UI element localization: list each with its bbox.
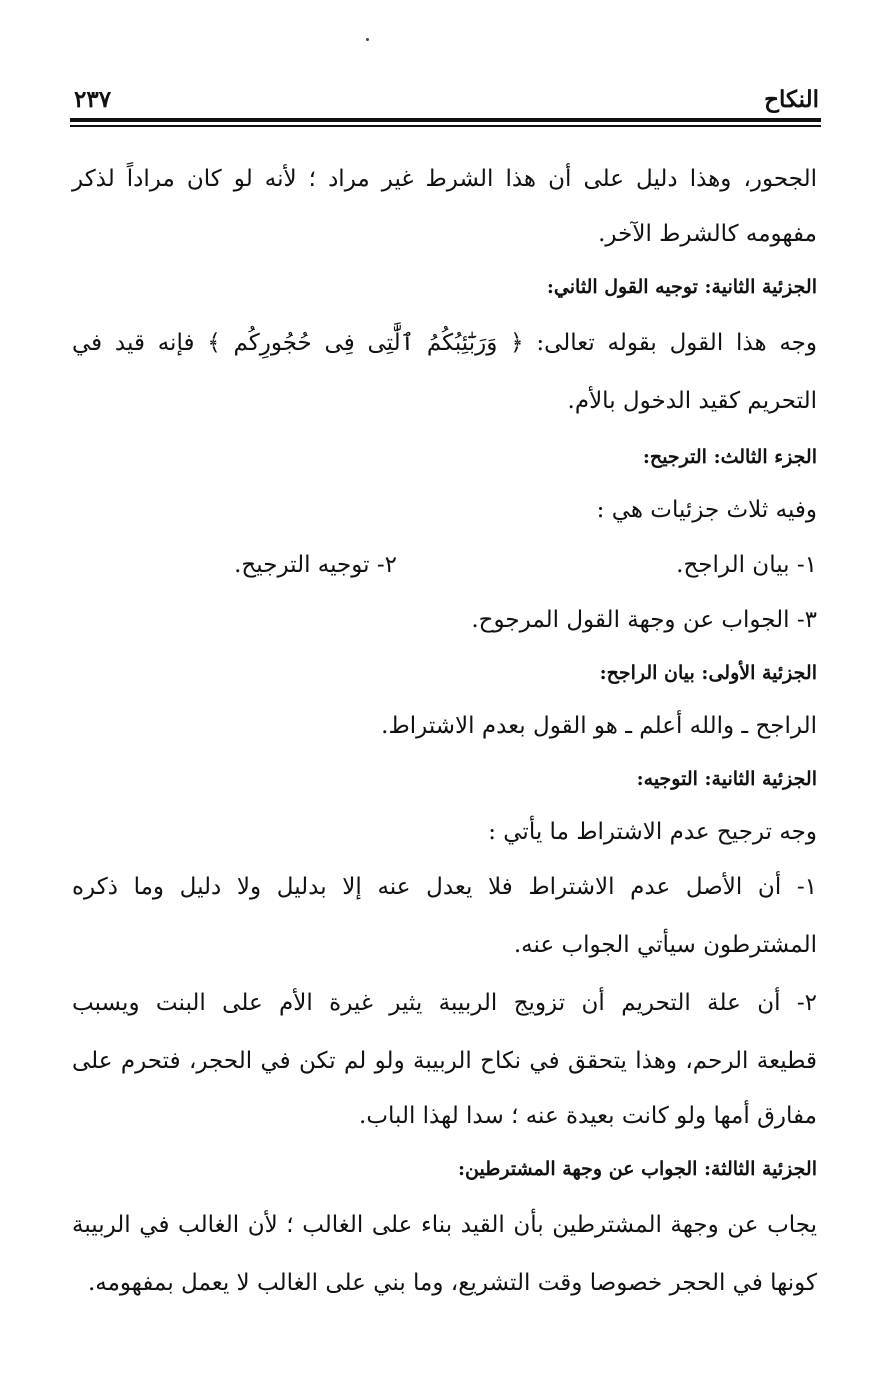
section-heading: الجزء الثالث: الترجيح: [642, 446, 817, 468]
page-number: ٢٣٧ [74, 86, 112, 113]
list-item: ٢- توجيه الترجيح. [234, 552, 397, 578]
body-text [72, 150, 817, 1312]
paragraph-line: مفارق أمها ولو كانت بعيدة عنه ؛ سدا لهذا الباب. [359, 1103, 817, 1129]
paragraph-line: ٢- أن علة التحريم أن تزويج الربيبة يثير غيرة الأم على البنت ويسبب [72, 990, 817, 1016]
list-item: ١- بيان الراجح. [676, 552, 817, 578]
header-rule-thin [70, 125, 821, 127]
paragraph-line: مفهومه كالشرط الآخر. [598, 221, 817, 247]
page-header [70, 84, 819, 120]
chapter-title: النكاح [764, 86, 819, 113]
paragraph-line: الراجح ـ والله أعلم ـ هو القول بعدم الاشتراط. [381, 713, 817, 739]
paragraph-line: وجه ترجيح عدم الاشتراط ما يأتي : [488, 819, 817, 845]
paragraph-line: الجحور، وهذا دليل على أن هذا الشرط غير مراد ؛ لأنه لو كان مراداً لذكر [72, 166, 817, 192]
paragraph-line: وفيه ثلاث جزئيات هي : [596, 497, 817, 523]
list-item: ٣- الجواب عن وجهة القول المرجوح. [471, 607, 817, 633]
paragraph-line: المشترطون سيأتي الجواب عنه. [513, 932, 817, 958]
section-heading: الجزئية الأولى: بيان الراجح: [599, 662, 817, 684]
scan-speck [366, 38, 369, 41]
section-heading: الجزئية الثالثة: الجواب عن وجهة المشترطين: [458, 1158, 817, 1180]
paragraph-line: كونها في الحجر خصوصا وقت التشريع، وما بني على الغالب لا يعمل بمفهومه. [87, 1270, 817, 1296]
paragraph-line: ١- أن الأصل عدم الاشتراط فلا يعدل عنه إلا بدليل ولا دليل وما ذكره [72, 874, 817, 900]
paragraph-line: يجاب عن وجهة المشترطين بأن القيد بناء على الغالب ؛ لأن الغالب في الربيبة [72, 1212, 817, 1238]
paragraph-line: التحريم كقيد الدخول بالأم. [567, 388, 817, 414]
section-heading: الجزئية الثانية: التوجيه: [636, 768, 817, 790]
paragraph-line: وجه هذا القول بقوله تعالى: ﴿ وَرَبَٰٓئِبُكُمُ ٱلَّٰتِى فِى حُجُورِكُم ﴾ فإنه قيد في [72, 330, 817, 356]
paragraph-line: قطيعة الرحم، وهذا يتحقق في نكاح الربيبة ولو لم تكن في الحجر، فتحرم على [72, 1048, 817, 1074]
section-heading: الجزئية الثانية: توجيه القول الثاني: [546, 276, 817, 298]
numbered-items-row [72, 536, 817, 594]
header-rule-thick [70, 118, 821, 122]
